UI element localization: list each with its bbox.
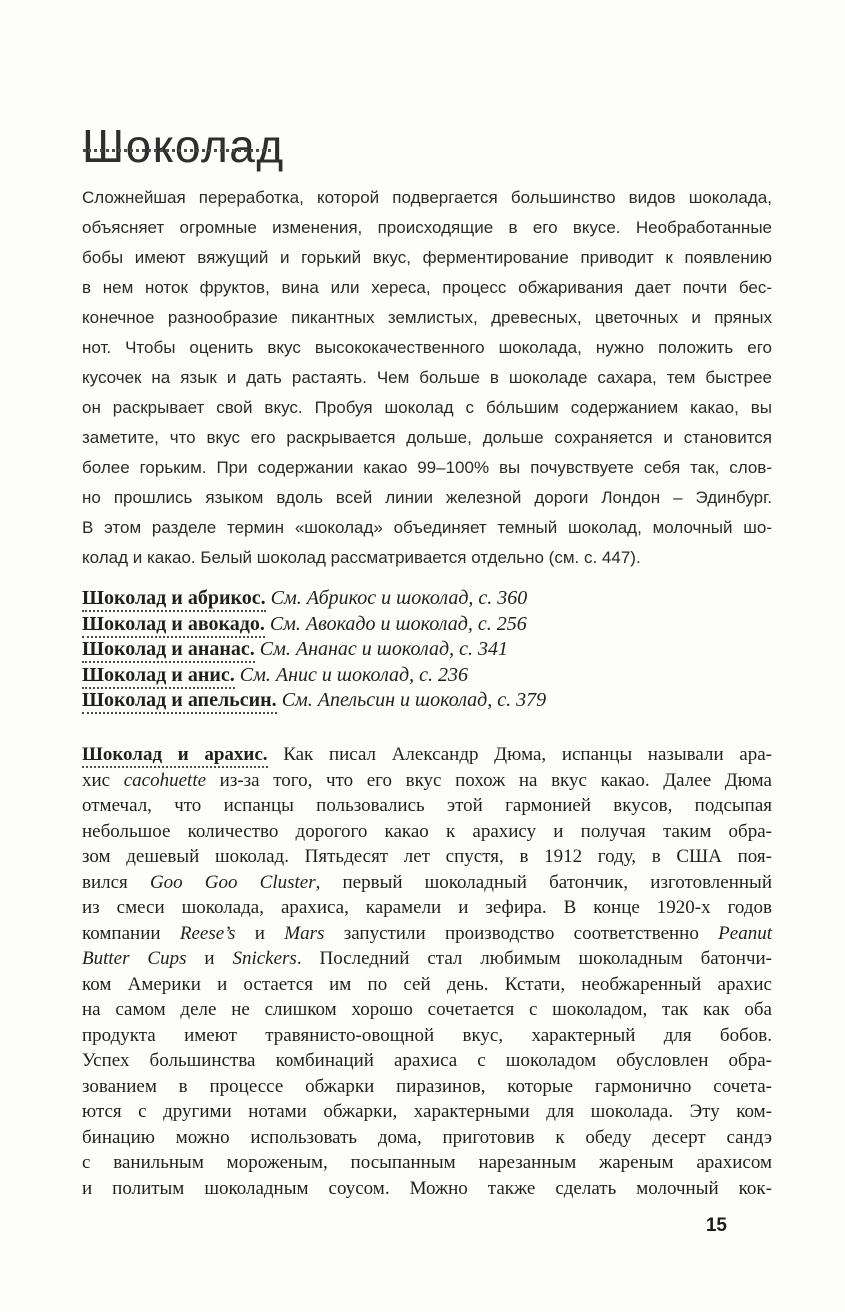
cross-reference-item: [82, 688, 772, 714]
text-line: [82, 273, 772, 303]
text-segment: зованием в процессе обжарки пиразинов, которые гармонично сочета-: [82, 1075, 772, 1097]
cross-reference-term: Шоколад и абрикос.: [82, 587, 266, 612]
text-segment: на самом деле не слишком хорошо сочетается с шоколадом, так как оба: [82, 999, 772, 1020]
text-segment: Как писал Александр Дюма, испанцы называли ара-: [267, 744, 772, 765]
text-line: [82, 363, 772, 393]
text-segment: но прошлись языком вдоль всей линии железной дороги Лондон – Эдинбург.: [82, 488, 772, 507]
cross-reference-item: [82, 663, 772, 689]
text-segment: более горьким. При содержании какао 99–100% вы почувствуете себя так, слов-: [82, 458, 772, 477]
text-line: [82, 768, 772, 794]
text-line: [82, 543, 772, 573]
text-segment: cacohuette: [123, 769, 207, 791]
text-segment: запустили производство соответственно: [324, 922, 719, 944]
text-line: [82, 183, 772, 213]
chapter-title: Шоколад: [82, 119, 285, 172]
text-segment: Butter Cups: [82, 948, 187, 969]
text-line: [82, 213, 772, 243]
text-segment: кусочек на язык и дать растаять. Чем больше в шоколаде сахара, тем быстрее: [82, 368, 772, 387]
text-segment: вился: [82, 871, 150, 893]
text-segment: Peanut: [718, 922, 772, 944]
text-segment: бинацию можно использовать дома, приготовив к обеду десерт сандэ: [82, 1126, 772, 1148]
text-line: [82, 513, 772, 543]
text-line: [82, 1074, 772, 1100]
text-line: [82, 1176, 772, 1202]
cross-reference-term: Шоколад и апельсин.: [82, 689, 277, 714]
cross-reference-term: Шоколад и авокадо.: [82, 613, 265, 638]
text-segment: небольшое количество дорогого какао к арахису и получая таким обра-: [82, 820, 772, 842]
text-segment: , первый шоколадный батончик, изготовленный: [315, 871, 772, 893]
text-segment: продукта имеют травянисто-овощной вкус, характерный для бобов.: [82, 1024, 772, 1046]
text-line: [82, 946, 772, 972]
text-line: [82, 1150, 772, 1176]
text-line: [82, 303, 772, 333]
text-segment: нот. Чтобы оценить вкус высококачественного шоколада, нужно положить его: [82, 338, 772, 357]
text-line: [82, 1125, 772, 1151]
cross-reference-see: См. Апельсин и шоколад, с. 379: [281, 689, 547, 712]
text-segment: В этом разделе термин «шоколад» объединяет темный шоколад, молочный шо-: [82, 518, 772, 537]
text-line: [82, 423, 772, 453]
text-segment: заметите, что вкус его раскрывается дольше, дольше сохраняется и становится: [82, 428, 772, 447]
cross-reference-item: [82, 612, 772, 638]
text-segment: ком Америки и остается им по сей день. Кстати, необжаренный арахис: [82, 973, 772, 995]
article-paragraph: [82, 742, 772, 1201]
text-line: [82, 483, 772, 513]
text-line: [82, 895, 772, 921]
text-segment: с ванильным мороженым, посыпанным нарезанным жареным арахисом: [82, 1152, 772, 1173]
text-segment: из смеси шоколада, арахиса, карамели и зефира. В конце 1920-х годов: [82, 897, 772, 918]
text-segment: и политым шоколадным соусом. Можно также сделать молочный кок-: [82, 1177, 772, 1199]
text-line: [82, 921, 772, 947]
text-line: [82, 243, 772, 273]
page-number: 15: [705, 1215, 727, 1236]
text-line: [82, 333, 772, 363]
text-line: [82, 793, 772, 819]
text-line: [82, 393, 772, 423]
text-line: [82, 819, 772, 845]
text-line: [82, 870, 772, 896]
text-segment: и: [235, 922, 285, 944]
intro-paragraph: [82, 183, 772, 573]
text-segment: конечное разнообразие пикантных землистых, древесных, цветочных и пряных: [82, 308, 772, 327]
cross-reference-item: [82, 637, 772, 663]
cross-reference-term: Шоколад и ананас.: [82, 638, 255, 663]
cross-reference-term: Шоколад и анис.: [82, 664, 235, 689]
text-line: [82, 972, 772, 998]
text-segment: он раскрывает свой вкус. Пробуя шоколад с бо́льшим содержанием какао, вы: [82, 398, 772, 417]
text-segment: Reese’s: [179, 922, 236, 944]
text-segment: из-за того, что его вкус похож на вкус какао. Далее Дюма: [206, 769, 772, 791]
text-segment: Успех большинства комбинаций арахиса с шоколадом обусловлен обра-: [82, 1050, 772, 1071]
text-line: [82, 1048, 772, 1074]
cross-reference-see: См. Анис и шоколад, с. 236: [239, 663, 469, 686]
entry-term: Шоколад и арахис.: [82, 744, 268, 768]
text-segment: объясняет огромные изменения, происходящие в его вкусе. Необработанные: [82, 218, 772, 237]
cross-reference-see: См. Абрикос и шоколад, с. 360: [270, 587, 528, 609]
cross-reference-item: [82, 586, 772, 612]
text-line: [82, 1099, 772, 1125]
text-line: [82, 742, 772, 768]
text-segment: колад и какао. Белый шоколад рассматривается отдельно (см. с. 447).: [82, 548, 641, 567]
text-line: [82, 997, 772, 1023]
text-segment: Сложнейшая переработка, которой подвергается большинство видов шоколада,: [82, 188, 772, 207]
text-segment: отмечал, что испанцы пользовались этой гармонией вкусов, подсыпая: [82, 795, 772, 816]
text-segment: Goo Goo Cluster: [149, 871, 316, 893]
text-segment: Mars: [284, 922, 325, 944]
text-segment: в нем ноток фруктов, вина или хереса, процесс обжаривания дает почти бес-: [82, 278, 772, 297]
text-line: [82, 1023, 772, 1049]
text-segment: и: [186, 948, 233, 969]
text-segment: ются с другими нотами обжарки, характерными для шоколада. Эту ком-: [82, 1101, 772, 1122]
text-segment: бобы имеют вяжущий и горький вкус, ферментирование приводит к появлению: [82, 248, 772, 267]
text-segment: Snickers: [232, 948, 297, 969]
text-segment: хис: [82, 769, 124, 791]
text-line: [82, 844, 772, 870]
text-segment: . Последний стал любимым шоколадным батончи-: [296, 948, 772, 969]
text-segment: зом дешевый шоколад. Пятьдесят лет спустя, в 1912 году, в США поя-: [82, 846, 772, 867]
cross-reference-list: [82, 586, 772, 714]
text-segment: компании: [82, 922, 180, 944]
text-line: [82, 453, 772, 483]
cross-reference-see: См. Ананас и шоколад, с. 341: [259, 638, 508, 661]
chapter-title-underline: [83, 149, 271, 152]
cross-reference-see: См. Авокадо и шоколад, с. 256: [269, 612, 527, 635]
